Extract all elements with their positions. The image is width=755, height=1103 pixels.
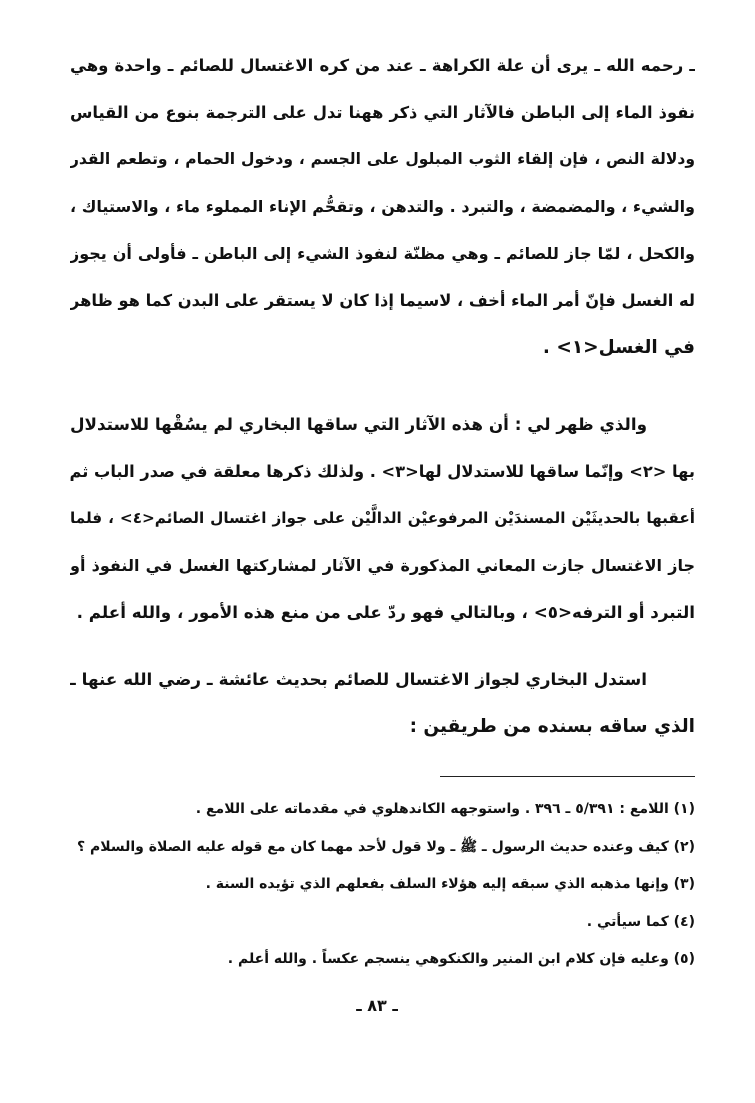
paragraph (70, 656, 695, 750)
text-line: في الغسل<١> . (542, 337, 695, 358)
paragraph (70, 401, 695, 636)
footnote-separator (440, 776, 695, 777)
footnote: (٥) وعليه فإن كلام ابن المنير والكنكوهي ينسجم عكساً . والله أعلم . (227, 951, 695, 967)
text-line: استدل البخاري لجواز الاغتسال للصائم بحديث عائشة ـ رضي الله عنها ـ (70, 669, 647, 689)
text-line: والكحل ، لمّا جاز للصائم ـ وهي مظنّة لنفوذ الشيء إلى الباطن ـ فأولى أن يجوز (70, 244, 695, 263)
text-line: الذي ساقه بسنده من طريقين : (409, 716, 695, 737)
footnotes (70, 791, 695, 979)
paragraph (70, 42, 695, 371)
text-line: له الغسل فإنّ أمر الماء أخف ، لاسيما إذا كان لا يستقر على البدن كما هو ظاهر (70, 291, 695, 310)
main-text (70, 42, 695, 750)
text-line: والذي ظهر لي : أن هذه الآثار التي ساقها البخاري لم يسُقْها للاستدلال (70, 414, 647, 434)
text-line: نفوذ الماء إلى الباطن فالآثار التي ذكر ههنا تدل على الترجمة بنوع من القياس (70, 103, 695, 122)
text-line: بها <٢> وإنّما ساقها للاستدلال لها<٣> . ولذلك ذكرها معلقة في صدر الباب ثم (70, 462, 695, 481)
page-number: ـ ٨٣ ـ (356, 996, 398, 1015)
text-line: أعقبها بالحديثَيْن المسندَيْن المرفوعيْن الدالَّيْن على جواز اغتسال الصائم<٤> ، فلما (70, 509, 695, 527)
footnote: (١) اللامع : ٥/٣٩١ ـ ٣٩٦ . واستوجهه الكاندهلوي في مقدماته على اللامع . (195, 801, 695, 817)
text-line: ـ رحمه الله ـ يرى أن علة الكراهة ـ عند من كره الاغتسال للصائم ـ واحدة وهي (70, 56, 695, 75)
text-line: ودلالة النص ، فإن إلقاء الثوب المبلول على الجسم ، ودخول الحمام ، وتطعم القدر (70, 150, 695, 168)
text-line: التبرد أو الترفه<٥> ، وبالتالي فهو ردّ على من منع هذه الأمور ، والله أعلم . (76, 602, 695, 622)
text-line: والشيء ، والمضمضة ، والتبرد . والتدهن ، وتقحُّم الإناء المملوء ماء ، والاستياك ، (70, 197, 695, 216)
footnote: (٣) وإنها مذهبه الذي سبقه إليه هؤلاء السلف بفعلهم الذي تؤيده السنة . (205, 876, 695, 892)
footnote: (٤) كما سيأتي . (586, 913, 695, 930)
text-line: جاز الاغتسال جازت المعاني المذكورة في الآثار لمشاركتها الغسل في النفوذ أو (70, 556, 695, 575)
footnote: (٢) كيف وعنده حديث الرسول ـ ﷺ ـ ولا قول لأحد مهما كان مع قوله عليه الصلاة والسلام ؟ (76, 838, 695, 855)
